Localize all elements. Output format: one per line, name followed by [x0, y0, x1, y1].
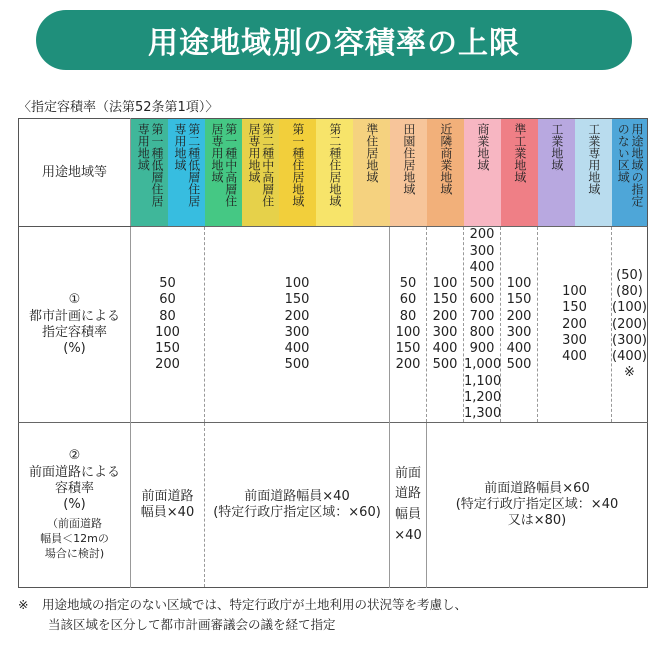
row-title: 都市計画による — [28, 308, 120, 324]
zone-header — [464, 119, 501, 227]
zone-label: 第一種住居地域 — [290, 123, 305, 207]
zone-header — [131, 119, 168, 227]
zone-header — [168, 119, 205, 227]
ratio-value: 700 — [469, 308, 495, 324]
zone-header — [390, 119, 427, 227]
ratio-value: 400 — [469, 259, 495, 275]
ratio-value: 80 — [159, 308, 176, 324]
row-note: 場合に検討) — [44, 547, 105, 561]
row-note: 幅員＜12mの — [40, 532, 109, 546]
ratio-value: 600 — [469, 292, 495, 308]
zone-header — [316, 119, 353, 227]
zone-label: 近隣商業地域 — [438, 123, 453, 195]
ratio-value: 1,000 — [464, 357, 502, 373]
ratio-value: 100 — [395, 324, 421, 340]
zone-label: 工業専用地域 — [586, 123, 601, 195]
zone-header — [242, 119, 279, 227]
ratio-value: 200 — [506, 308, 532, 324]
ratio-value: 1,300 — [464, 406, 502, 421]
zone-header — [279, 119, 316, 227]
ratio-value: 1,200 — [464, 389, 502, 405]
row-title: 前面道路による — [28, 464, 120, 480]
ratio-value: 150 — [395, 341, 421, 356]
cell-text: 前面 — [394, 465, 421, 481]
ratio-value: 200 — [432, 308, 458, 324]
zone-label: 用途地域の指定のない区域 — [616, 123, 645, 207]
ratio-value: 1,100 — [464, 373, 502, 389]
road-low-residential — [131, 423, 205, 588]
footnote-line-1: 用途地域の指定のない区域では、特定行政庁が土地利用の状況等を考慮し、 — [42, 597, 468, 612]
row-label-road — [19, 423, 131, 588]
ratio-value: 200 — [395, 357, 421, 373]
zone-label: 田園住居地域 — [401, 123, 416, 195]
ratio-value: 500 — [284, 357, 310, 373]
ratio-value: 300 — [432, 324, 458, 340]
ratio-value: 200 — [284, 308, 310, 324]
road-mid-residential — [205, 423, 390, 588]
zone-label: 商業地域 — [475, 123, 490, 171]
cell-mid-residential — [205, 227, 390, 423]
title-banner — [36, 10, 632, 70]
cell-text: 前面道路幅員×40 — [244, 489, 350, 504]
cell-no-designation — [612, 227, 648, 423]
row-number: ① — [68, 292, 81, 308]
ratio-value: 300 — [284, 324, 310, 340]
zone-header — [575, 119, 612, 227]
ratio-value: 500 — [469, 276, 495, 291]
cell-text: 又は×80) — [507, 513, 567, 529]
ratio-value: 150 — [432, 292, 458, 308]
row-unit: (%) — [63, 497, 86, 513]
cell-text: (特定行政庁指定区域：×60) — [213, 505, 381, 521]
cell-shogyo — [464, 227, 501, 423]
cell-text: 前面道路 — [141, 489, 194, 504]
ratio-value: (50) — [616, 267, 643, 283]
zone-label: 第二種住居地域 — [327, 123, 342, 207]
zone-label: 第一種中高層住居専用地域 — [210, 123, 238, 207]
ratio-value: 100 — [562, 284, 587, 300]
row-label-designated — [19, 227, 131, 423]
ratio-value: 500 — [432, 357, 458, 373]
ratio-value: 50 — [159, 276, 176, 291]
ratio-value: 200 — [155, 357, 180, 373]
zone-header — [353, 119, 390, 227]
ratio-value: (80) — [616, 284, 643, 300]
cell-kogyo — [538, 227, 612, 423]
ratio-value: 300 — [506, 324, 532, 340]
zone-label: 準住居地域 — [364, 123, 379, 183]
ratio-value: 400 — [506, 341, 532, 356]
designated-ratio-row — [19, 227, 648, 423]
cell-text: 幅員 — [394, 507, 421, 523]
ratio-value: 80 — [399, 308, 417, 324]
header-row — [19, 119, 648, 227]
ratio-value: (300) — [612, 332, 647, 348]
ratio-value: 150 — [562, 300, 587, 316]
road-other-zones — [427, 423, 648, 588]
zone-label: 準工業地域 — [512, 123, 527, 183]
row-title-2: 指定容積率 — [41, 324, 107, 340]
road-denen — [390, 423, 427, 588]
ratio-value: 100 — [284, 276, 310, 291]
row-title-2: 容積率 — [54, 480, 94, 496]
ratio-value: 300 — [469, 243, 495, 259]
page-title: 用途地域別の容積率の上限 — [148, 26, 520, 61]
ratio-value: 300 — [562, 332, 587, 348]
footnote-mark: ※ — [18, 597, 29, 612]
footnote-line-2: 当該区域を区分して都市計画審議会の議を経て指定 — [48, 617, 336, 632]
road-width-row — [19, 423, 648, 588]
ratio-value: (200) — [612, 316, 647, 332]
zone-label: 第二種中高層住居専用地域 — [247, 123, 275, 207]
ratio-value: 900 — [469, 341, 495, 356]
zone-label: 第一種低層住居専用地域 — [136, 123, 165, 207]
ratio-value: 100 — [506, 276, 532, 291]
ratio-value: (100) — [612, 300, 647, 316]
cell-text: 前面道路幅員×60 — [484, 480, 590, 496]
ratio-value: 50 — [399, 276, 417, 291]
ratio-value: ※ — [624, 365, 635, 381]
row-note: （前面道路 — [47, 517, 102, 531]
cell-text: (特定行政庁指定区域：×40 — [455, 497, 619, 513]
floor-area-ratio-table — [18, 118, 648, 588]
ratio-value: 200 — [469, 227, 495, 243]
cell-jun-kogyo — [501, 227, 538, 423]
header-corner: 用途地域等 — [19, 119, 131, 227]
zone-header — [205, 119, 242, 227]
ratio-value: 200 — [562, 316, 587, 332]
row-number: ② — [68, 448, 81, 464]
ratio-value: 150 — [284, 292, 310, 308]
ratio-value: 100 — [432, 276, 458, 291]
cell-text: 幅員×40 — [140, 505, 195, 521]
ratio-value: 60 — [399, 292, 417, 308]
zone-header — [612, 119, 648, 227]
ratio-value: 150 — [506, 292, 532, 308]
ratio-value: 400 — [562, 349, 587, 365]
zone-header — [427, 119, 464, 227]
cell-low-residential — [131, 227, 205, 423]
cell-text: ×40 — [394, 528, 422, 544]
section-subtitle: 〈指定容積率（法第52条第1項）〉 — [18, 100, 219, 115]
cell-denen — [390, 227, 427, 423]
ratio-value: 100 — [155, 324, 180, 340]
ratio-value: 60 — [159, 292, 176, 308]
zone-header — [501, 119, 538, 227]
cell-text: 道路 — [394, 486, 421, 502]
ratio-value: 500 — [506, 357, 532, 373]
row-unit: (%) — [63, 341, 86, 356]
zone-label: 工業地域 — [549, 123, 564, 171]
ratio-value: 800 — [469, 324, 495, 340]
ratio-value: 400 — [432, 341, 458, 356]
footnote — [18, 595, 467, 635]
cell-kinrin — [427, 227, 464, 423]
zone-header — [538, 119, 575, 227]
ratio-value: 400 — [284, 341, 310, 356]
ratio-value: 150 — [155, 341, 180, 356]
zone-label: 第二種低層住居専用地域 — [173, 123, 201, 207]
ratio-value: (400) — [612, 349, 647, 365]
